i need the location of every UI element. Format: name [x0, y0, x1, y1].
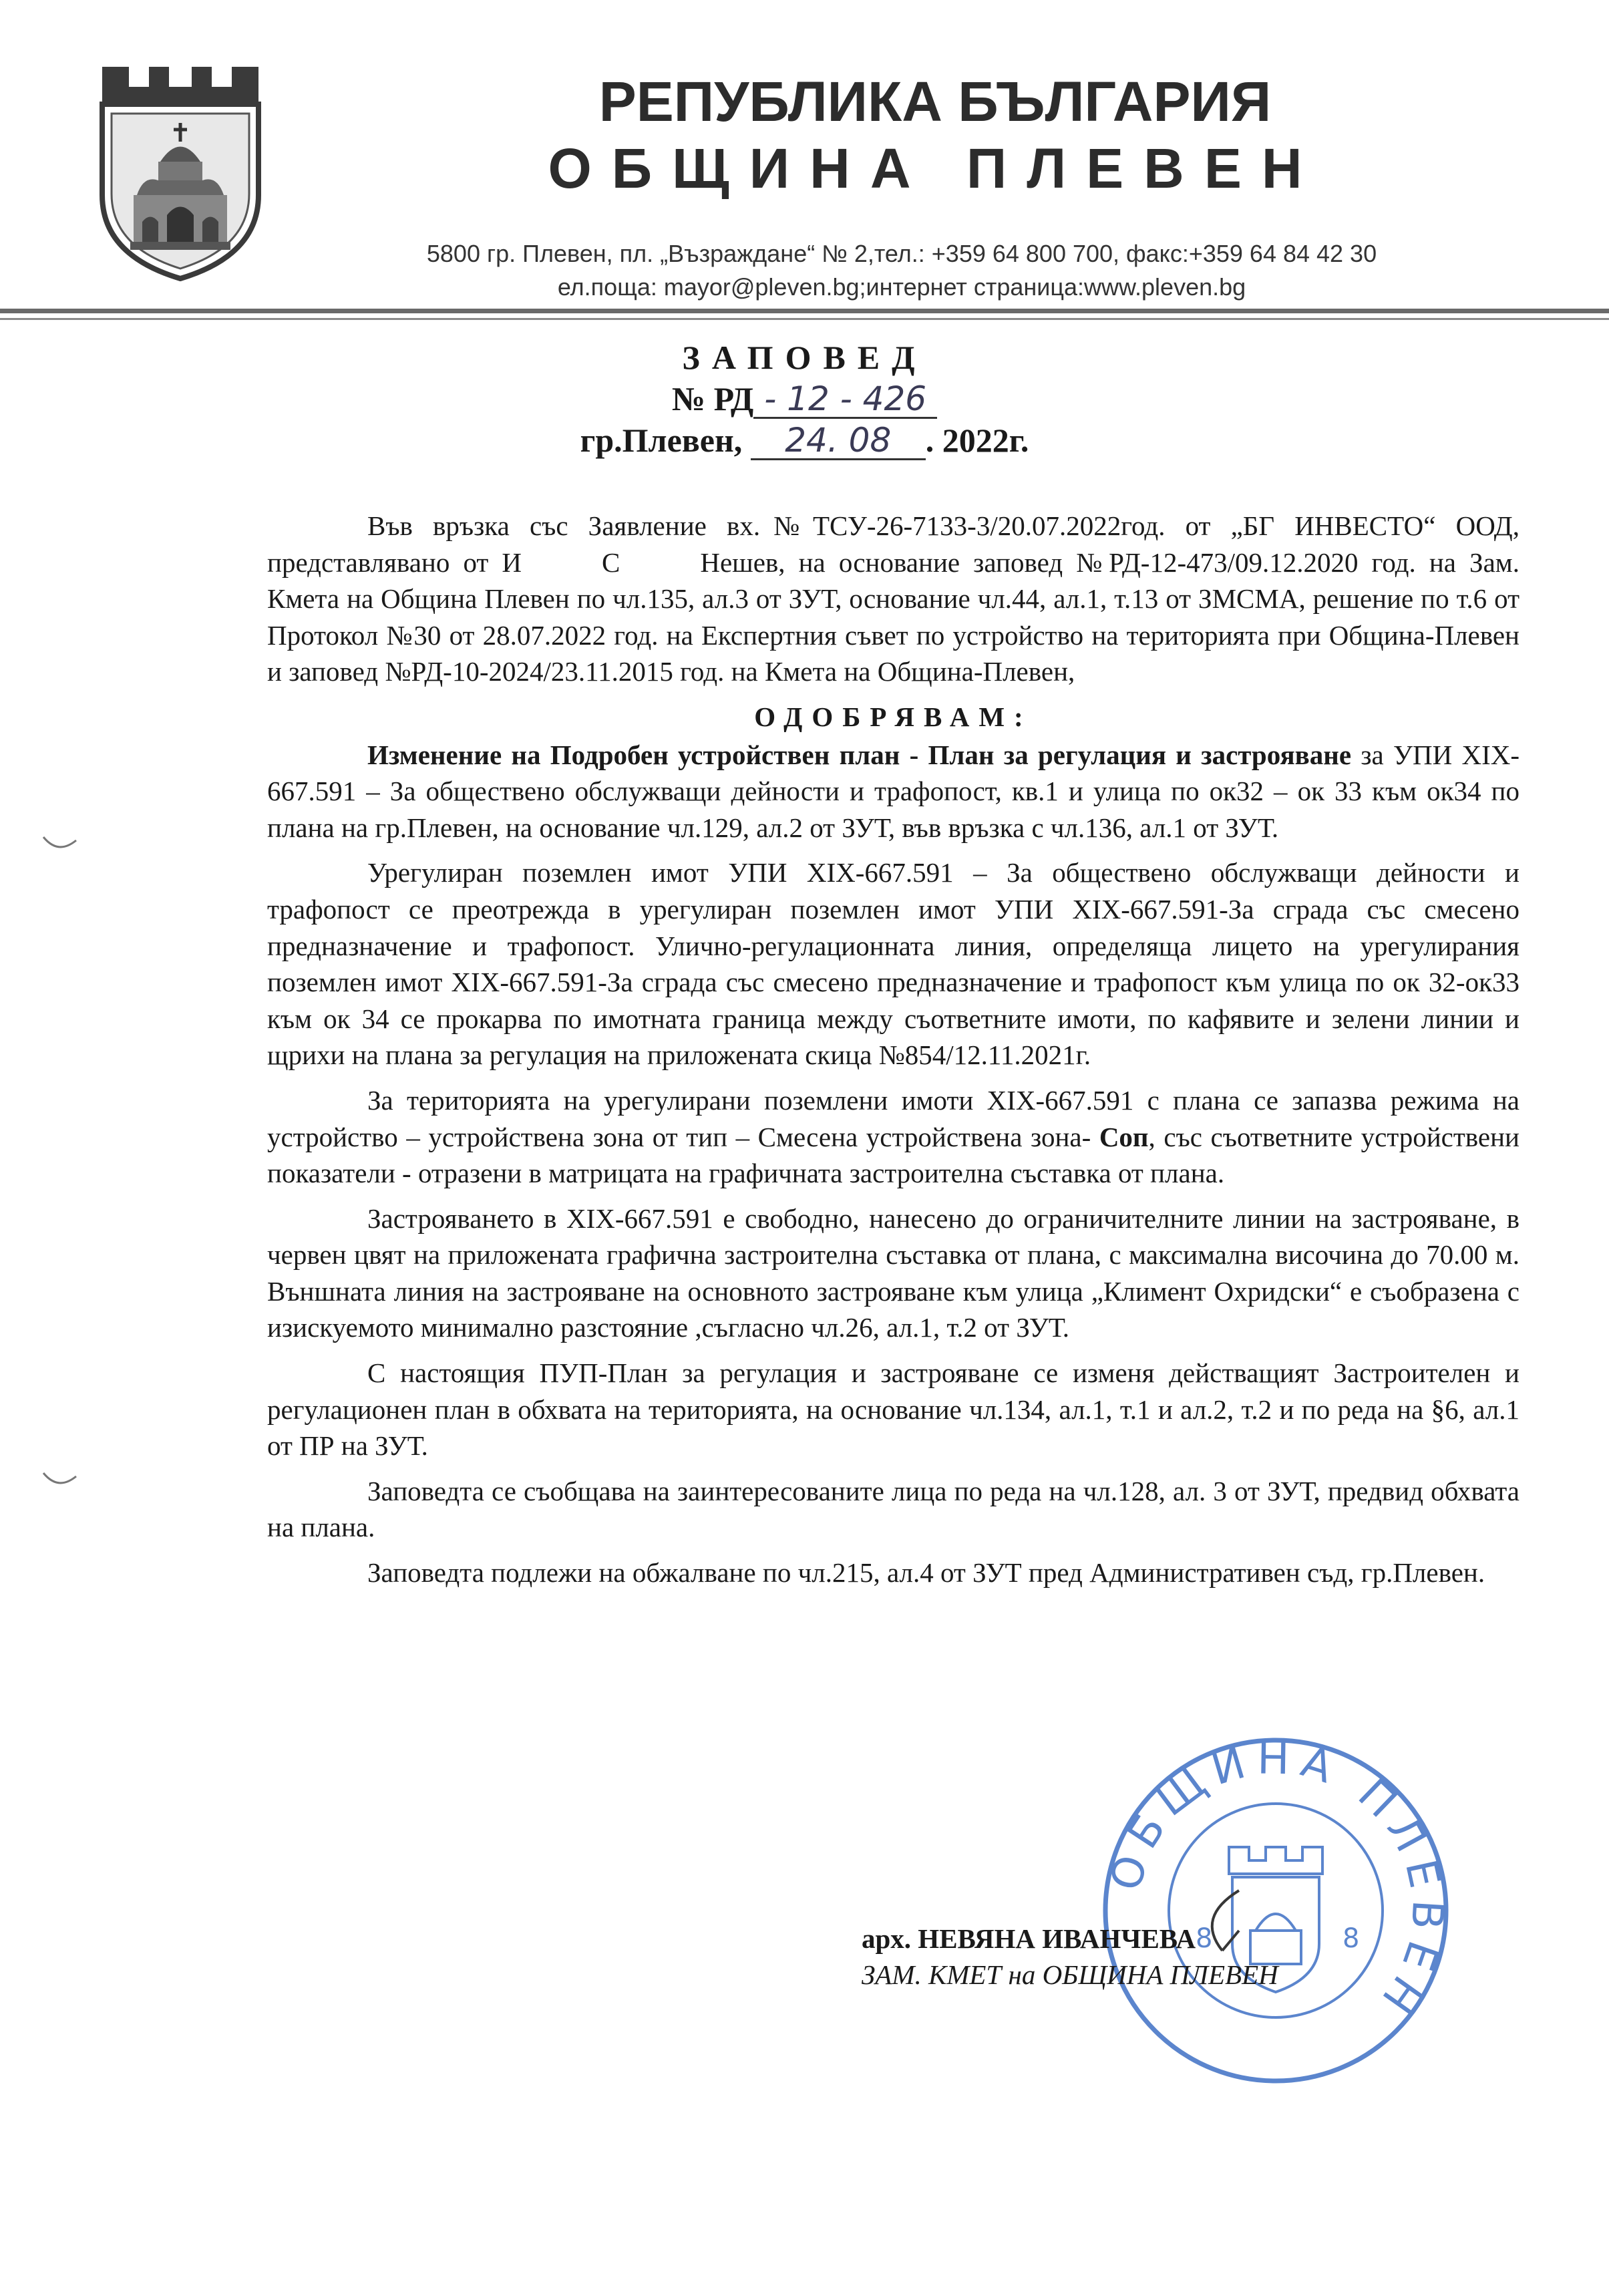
signatory-title: ЗАМ. КМЕТ на ОБЩИНА ПЛЕВЕН [862, 1959, 1278, 1990]
svg-text:ОБЩИНА ПЛЕВЕН: ОБЩИНА ПЛЕВЕН [1101, 1734, 1453, 2029]
intro-part-1: Във връзка със Заявление вх.№ТСУ-26-7133-3/20.07.2022год. от „БГ ИНВЕСТО“ ООД, представлявано от И [267, 510, 1519, 578]
intro-redacted-initial: С [602, 546, 620, 578]
order-place-date-line [0, 421, 1609, 460]
document-type-heading: ЗАПОВЕД [682, 339, 927, 376]
svg-text:8: 8 [1343, 1923, 1360, 1954]
letterhead-divider [0, 309, 1609, 313]
order-number-handwritten: - 12 - 426 [753, 381, 937, 419]
paragraph-5: С настоящия ПУП-План за регулация и застрояване се изменя действащият Застроителен и регулационен план в обхвата на територията, на основание чл.134, ал.1, т.1 и ал.2, т.2 и по реда на §6, ал.1 от ПР на ЗУТ. [267, 1357, 1519, 1462]
svg-text:8: 8 [1196, 1923, 1213, 1954]
approve-heading: ОДОБРЯВАМ: [754, 701, 1033, 732]
paragraph-1-bold: Изменение на Подробен устройствен план - План за регулация и застрояване [367, 739, 1352, 770]
zone-code: Соп [1099, 1121, 1149, 1152]
paragraph-2: Урегулиран поземлен имот УПИ XIX-667.591 – За обществено обслужващи дейности и трафопост се преотрежда в урегулиран поземлен имот УПИ XIX-667.591-За сграда със смесено предназначение и трафопост. Улично-регулационната линия, определяща лицето на урегулирания поземлен имот XIX-667.591-За сграда със смесено предназначение и трафопост към улица по ок 32-ок33 към ок 34 се прокарва по имотната граница между съответните имоти, по кафявите и зелени линии и щрихи на плана за регулация на приложената скица №854/12.11.2021г. [267, 857, 1519, 1071]
scan-margin-mark [41, 834, 78, 854]
paragraph-3-part-2: , със съответните устройствени показатели - отразени в матрицата на графичната застроителна съставка от плана. [267, 1121, 1519, 1189]
paragraph-3-part-1: За територията на урегулирани поземлени имоти XIX-667.591 с плана се запазва режима на устройство – устройствена зона от тип – Смесена устройствена зона- [267, 1084, 1519, 1152]
paragraph-1-rest: за УПИ XIX-667.591 – За обществено обслужващи дейности и трафопост, кв.1 и улица по ок32 – ок 33 към ок34 по плана на гр.Плевен, на основание чл.129, ал.2 от ЗУТ, във връзка с чл.136, ал.1 от ЗУТ. [267, 739, 1519, 843]
letterhead-subtitle: ОБЩИНА ПЛЕВЕН [548, 137, 1322, 200]
order-body [267, 508, 1519, 1600]
paragraph-4: Застрояването в XIX-667.591 е свободно, нанесено до ограничителните линии на застрояване, в червен цвят на приложената графична застроителна съставка от плана, с максимална височина до 70.00 м. Външната линия на застрояване на основното застрояване към улица „Климент Охридски“ е съобразена с изискуемото минимално разстояние ,съгласно чл.26, ал.1, т.2 от ЗУТ. [267, 1202, 1519, 1343]
signatory-name: арх. НЕВЯНА ИВАНЧЕВА [862, 1923, 1196, 1954]
order-place: гр.Плевен, [580, 422, 743, 459]
paragraph-6: Заповедта се съобщава на заинтересованите лица по реда на чл.128, ал. 3 от ЗУТ, предвид обхвата на плана. [267, 1475, 1519, 1543]
order-date-handwritten: 24. 08 [751, 423, 926, 460]
official-stamp [1095, 1730, 1456, 2091]
paragraph-7: Заповедта подлежи на обжалване по чл.215, ал.4 от ЗУТ пред Административен съд, гр.Плевен. [367, 1557, 1485, 1589]
municipal-crest-logo [97, 61, 264, 282]
order-year: . 2022г. [925, 422, 1029, 459]
intro-paragraph [267, 508, 1519, 690]
scan-margin-mark [41, 1470, 78, 1490]
letterhead-divider-thin [0, 318, 1609, 320]
paragraph-3 [267, 1082, 1519, 1192]
order-number-line [0, 379, 1609, 419]
letterhead-address: 5800 гр. Плевен, пл. „Възраждане“ № 2,тел.: +359 64 800 700, факс:+359 64 84 42 30 [426, 240, 1377, 267]
order-number-prefix: № РД [671, 380, 754, 418]
paragraph-1 [267, 737, 1519, 846]
letterhead-email: ел.поща: mayor@pleven.bg;интернет страница:www.pleven.bg [557, 273, 1246, 301]
intro-part-2: Нешев, на основание заповед №РД-12-473/09.12.2020 год. на Зам. Кмета на Община Плевен по чл.135, ал.3 от ЗУТ, основание чл.44, ал.1, т.13 от ЗМСМА, решение по т.6 от Протокол №30 от 28.07.2022 год. на Експертния съвет по устройство на територията при Община-Плевен и заповед №РД-10-2024/23.11.2015 год. на Кмета на Община-Плевен, [267, 546, 1519, 687]
letterhead-title: РЕПУБЛИКА БЪЛГАРИЯ [598, 70, 1272, 133]
